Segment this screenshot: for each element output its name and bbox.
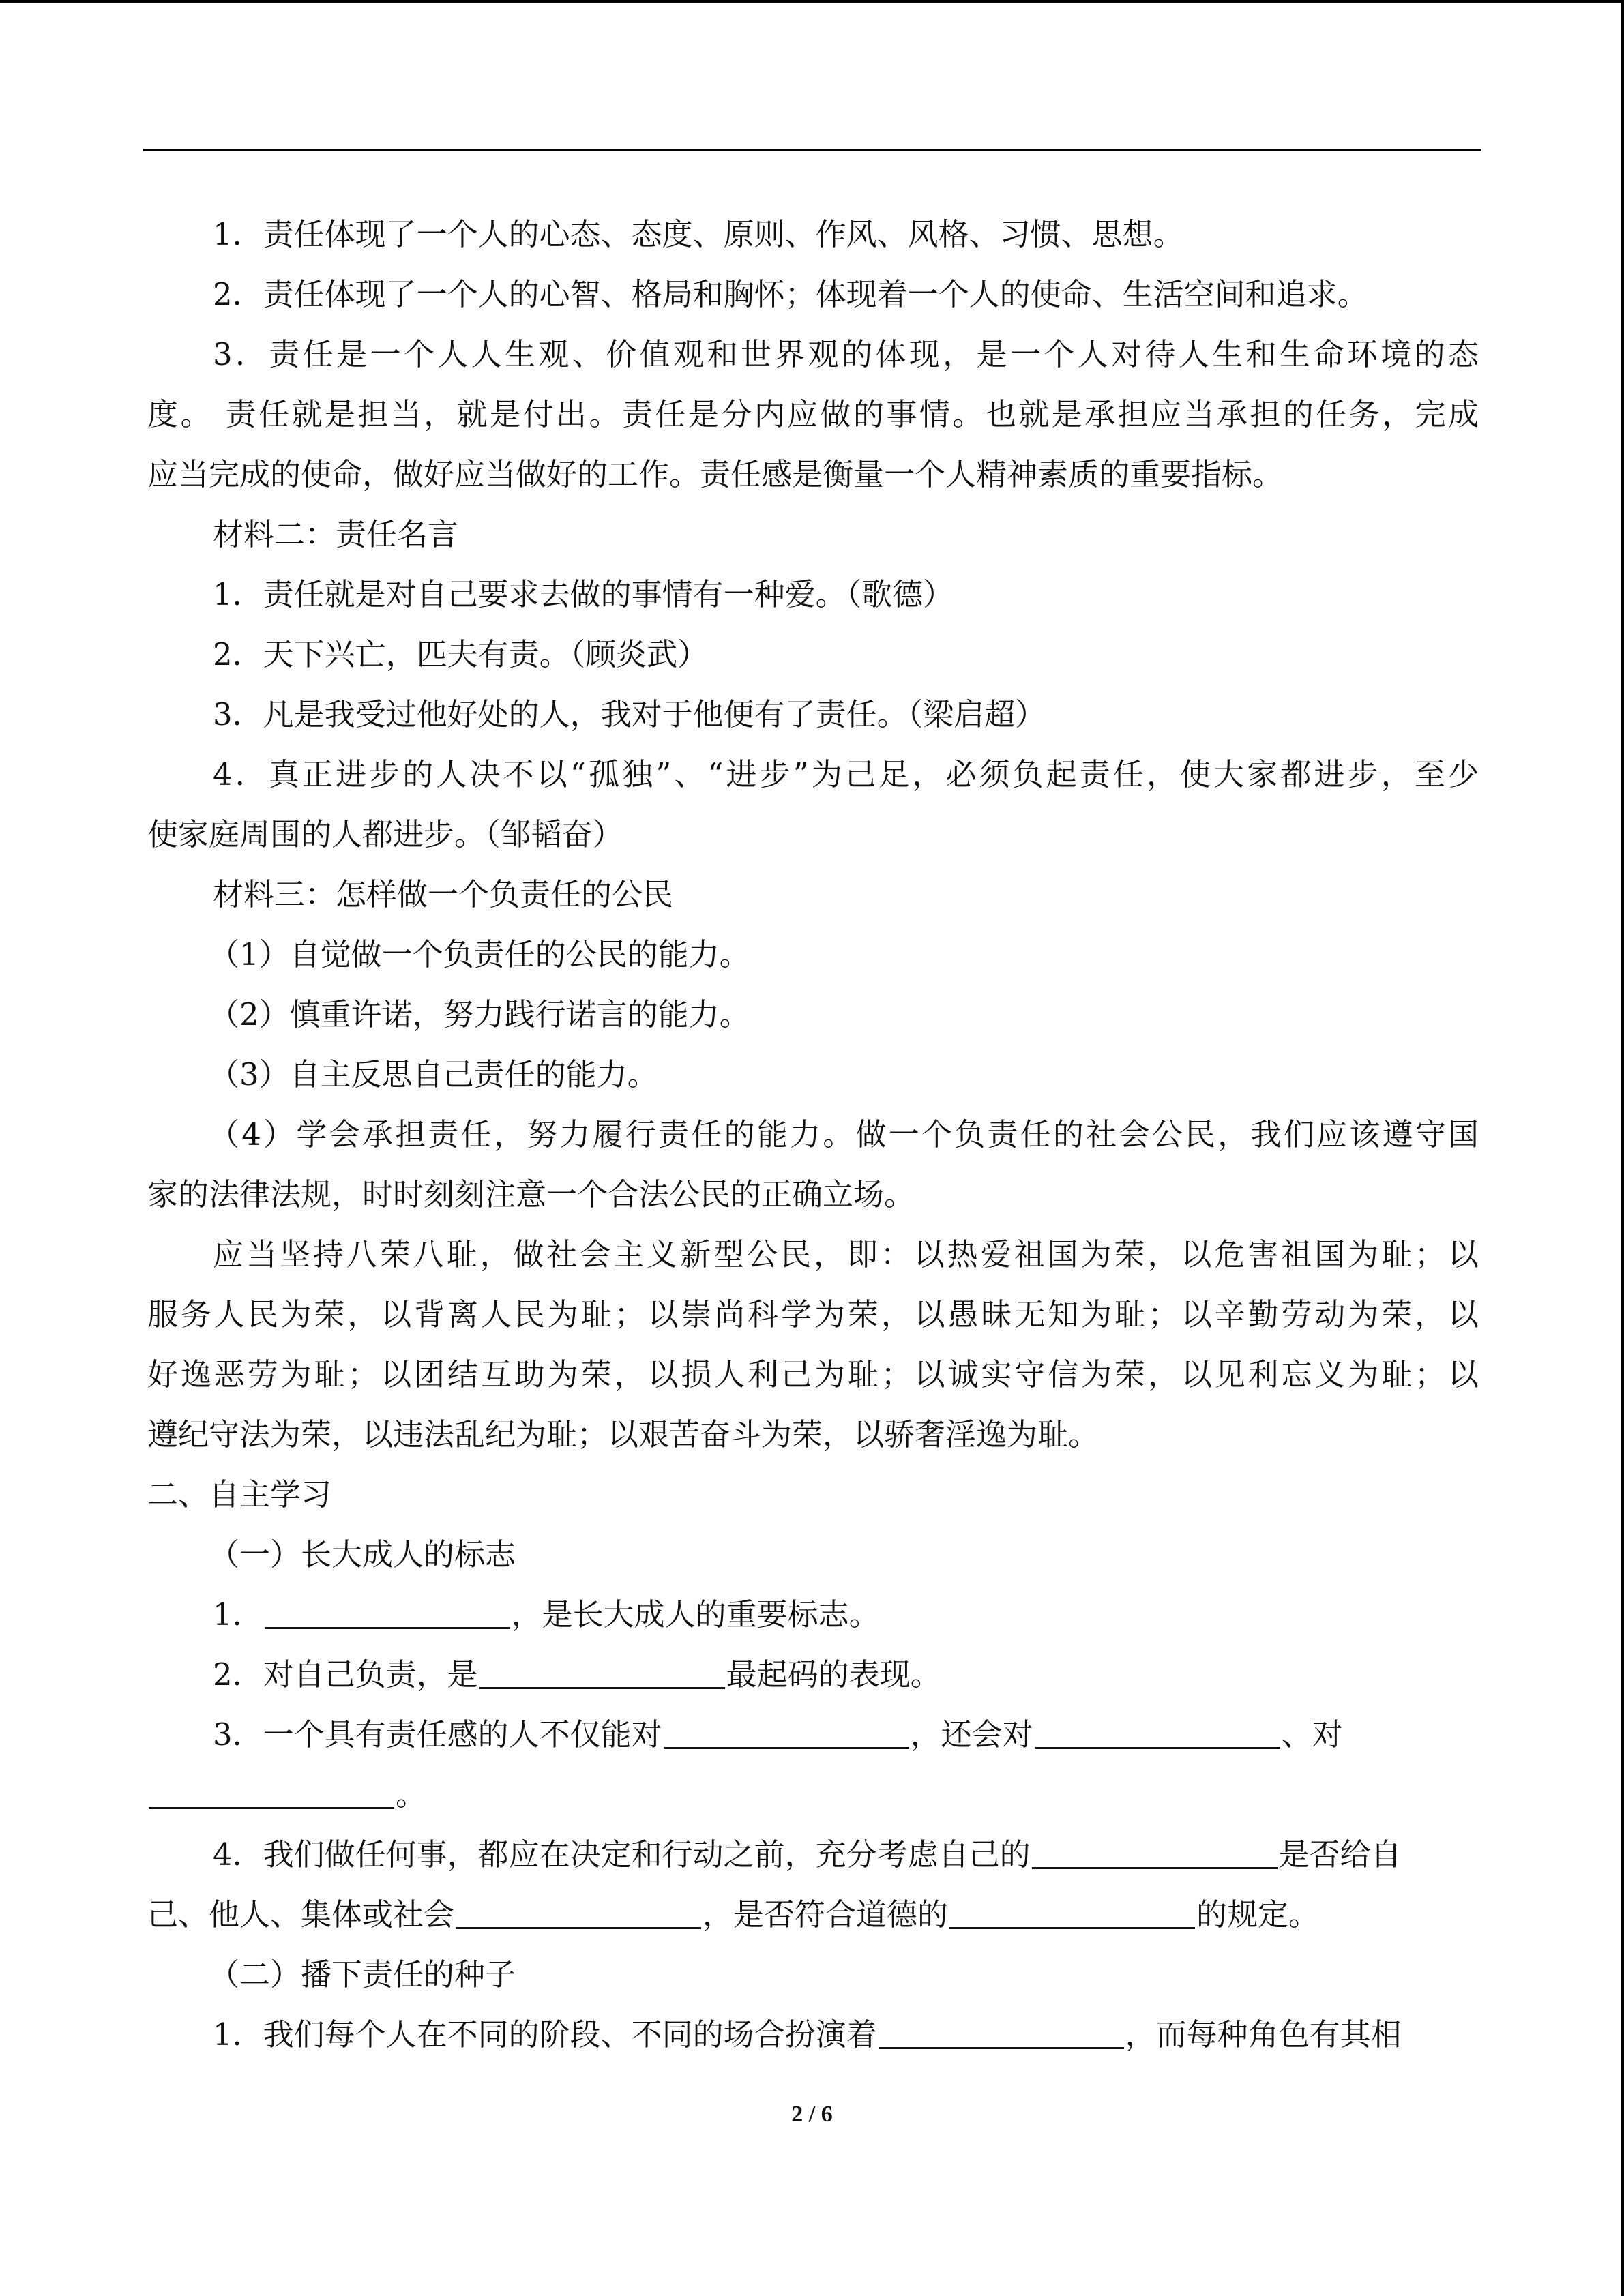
- honor-line-2: 服务人民为荣，以背离人民为耻；以崇尚科学为荣，以愚昧无知为耻；以辛勤劳动为荣，以: [147, 1296, 1479, 1332]
- ability-1: （1）自觉做一个负责任的公民的能力。: [209, 936, 750, 972]
- fill-question-3-cont: [147, 1765, 1479, 1825]
- material-two-title: 材料二：责任名言: [213, 516, 459, 552]
- quote-3: 3．凡是我受过他好处的人，我对于他便有了责任。（梁启超）: [213, 696, 1046, 732]
- section-two-title: 二、自主学习: [147, 1476, 332, 1512]
- fill-question-1-suffix: ，是长大成人的重要标志。: [511, 1596, 880, 1632]
- quote-1: 1．责任就是对自己要求去做的事情有一种爱。（歌德）: [213, 576, 954, 612]
- material-point-3-line-2: 度。 责任就是担当，就是付出。责任是分内应做的事情。也就是承担应当承担的任务，完成: [147, 396, 1479, 432]
- fill-question-5-suffix: ，而每种角色有其相: [1125, 2016, 1402, 2053]
- answer-blank[interactable]: [949, 1889, 1195, 1929]
- page-right-border: [1621, 0, 1624, 2296]
- material-point-3-line-3: 应当完成的使命，做好应当做好的工作。责任感是衡量一个人精神素质的重要指标。: [147, 456, 1284, 492]
- fill-question-3-mid: ，还会对: [910, 1716, 1033, 1753]
- ability-3: （3）自主反思自己责任的能力。: [209, 1056, 658, 1092]
- subsection-two-title: （二）播下责任的种子: [209, 1956, 516, 1993]
- answer-blank[interactable]: [1035, 1709, 1280, 1749]
- fill-question-4b-prefix: 己、他人、集体或社会: [147, 1896, 455, 1933]
- fill-question-1: [147, 1585, 1479, 1645]
- answer-blank[interactable]: [265, 1589, 510, 1629]
- ability-4-line-2: 家的法律法规，时时刻刻注意一个合法公民的正确立场。: [147, 1176, 915, 1212]
- fill-question-3-suffix: 、对: [1281, 1716, 1343, 1753]
- fill-question-4-prefix: 4．我们做任何事，都应在决定和行动之前，充分考虑自己的: [213, 1836, 1031, 1873]
- honor-line-3: 好逸恶劳为耻；以团结互助为荣，以损人利己为耻；以诚实守信为荣，以见利忘义为耻；以: [147, 1356, 1479, 1392]
- material-point-2: 2．责任体现了一个人的心智、格局和胸怀；体现着一个人的使命、生活空间和追求。: [213, 276, 1368, 312]
- ability-2: （2）慎重许诺，努力践行诺言的能力。: [209, 996, 750, 1032]
- fill-question-5: [147, 2005, 1479, 2065]
- answer-blank[interactable]: [149, 1769, 394, 1809]
- fill-question-4-cont: [147, 1885, 1479, 1945]
- fill-question-4b-suffix: 的规定。: [1196, 1896, 1320, 1933]
- answer-blank[interactable]: [456, 1889, 701, 1929]
- honor-line-4: 遵纪守法为荣，以违法乱纪为耻；以艰苦奋斗为荣，以骄奢淫逸为耻。: [147, 1416, 1099, 1452]
- quote-4-line-1: 4．真正进步的人决不以“孤独”、“进步”为己足，必须负起责任，使大家都进步，至少: [213, 756, 1479, 792]
- fill-question-4-suffix: 是否给自: [1278, 1836, 1402, 1873]
- answer-blank[interactable]: [664, 1709, 909, 1749]
- ability-4-line-1: （4）学会承担责任，努力履行责任的能力。做一个负责任的社会公民，我们应该遵守国: [209, 1116, 1479, 1152]
- material-three-title: 材料三：怎样做一个负责任的公民: [213, 876, 674, 912]
- fill-question-5-prefix: 1．我们每个人在不同的阶段、不同的场合扮演着: [213, 2016, 877, 2053]
- answer-blank[interactable]: [879, 2009, 1124, 2049]
- fill-question-3-end: 。: [396, 1776, 427, 1813]
- material-point-3-line-1: 3．责任是一个人人生观、价值观和世界观的体现，是一个人对待人生和生命环境的态: [213, 336, 1479, 372]
- fill-question-2-suffix: 最起码的表现。: [726, 1656, 941, 1693]
- subsection-one-title: （一）长大成人的标志: [209, 1536, 516, 1572]
- honor-line-1: 应当坚持八荣八耻，做社会主义新型公民，即：以热爱祖国为荣，以危害祖国为耻；以: [213, 1236, 1479, 1272]
- fill-question-2-prefix: 2．对自己负责，是: [213, 1656, 478, 1693]
- answer-blank[interactable]: [1032, 1829, 1278, 1869]
- material-point-1: 1．责任体现了一个人的心态、态度、原则、作风、风格、习惯、思想。: [213, 216, 1184, 252]
- fill-question-2: [147, 1645, 1479, 1705]
- fill-question-4b-mid: ，是否符合道德的: [703, 1896, 949, 1933]
- fill-question-1-prefix: 1．: [213, 1596, 263, 1632]
- fill-question-3: [147, 1705, 1479, 1765]
- fill-question-3-prefix: 3．一个具有责任感的人不仅能对: [213, 1716, 662, 1753]
- page-number: 2 / 6: [791, 2102, 833, 2127]
- page-top-border: [0, 0, 1624, 3]
- header-rule: [143, 149, 1481, 151]
- answer-blank[interactable]: [479, 1649, 725, 1689]
- quote-4-line-2: 使家庭周围的人都进步。（邹韬奋）: [147, 816, 623, 852]
- document-body: [147, 205, 1479, 2065]
- fill-question-4: [147, 1825, 1479, 1885]
- quote-2: 2．天下兴亡，匹夫有责。（顾炎武）: [213, 636, 709, 672]
